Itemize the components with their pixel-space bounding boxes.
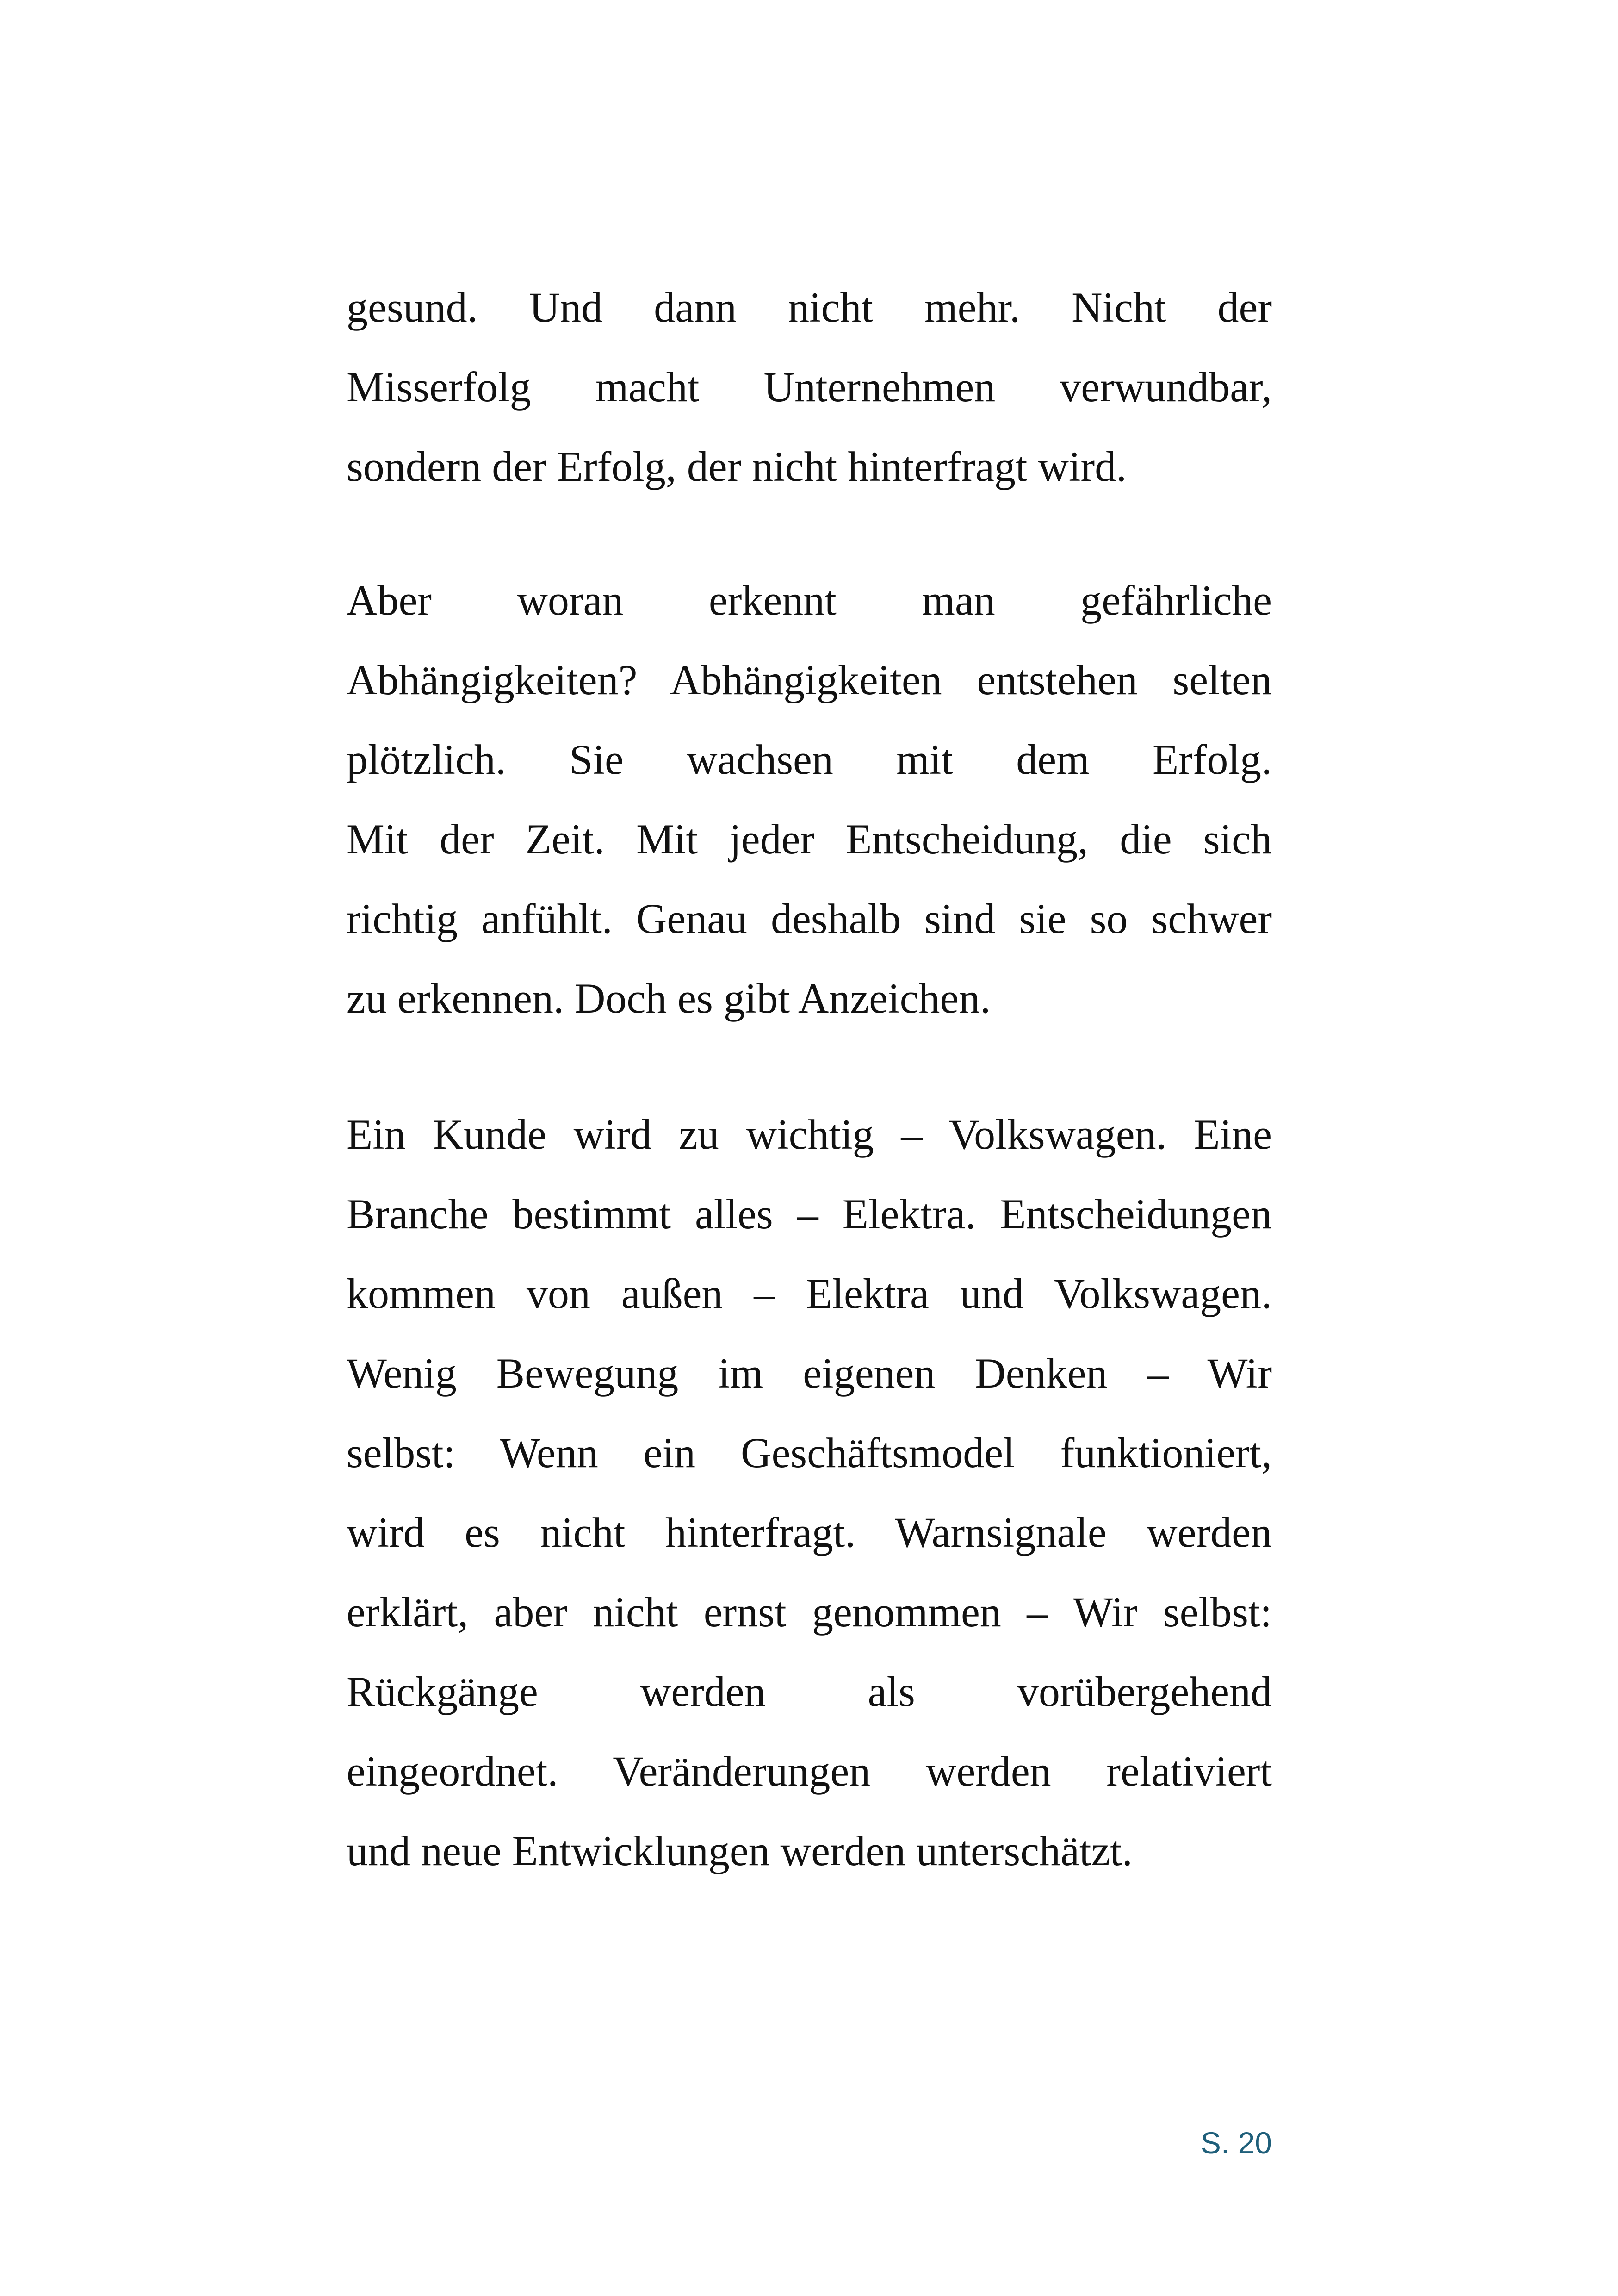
text-line: kommen von außen – Elektra und Volkswagen. <box>347 1270 1272 1317</box>
text-line: selbst: Wenn ein Geschäftsmodel funktioniert, <box>347 1429 1272 1476</box>
text-line: Wenig Bewegung im eigenen Denken – Wir <box>347 1350 1272 1397</box>
text-line: Aber woran erkennt man gefährliche <box>347 577 1272 624</box>
text-line: Ein Kunde wird zu wichtig – Volkswagen. Eine <box>347 1111 1272 1158</box>
text-line: wird es nicht hinterfragt. Warnsignale werden <box>347 1509 1272 1556</box>
text-line: Rückgänge werden als vorübergehend <box>347 1668 1272 1715</box>
text-line: richtig anfühlt. Genau deshalb sind sie so schwer <box>347 895 1272 942</box>
text-line: Abhängigkeiten? Abhängigkeiten entstehen selten <box>347 656 1272 703</box>
text-line: plötzlich. Sie wachsen mit dem Erfolg. <box>347 736 1272 783</box>
text-line: erklärt, aber nicht ernst genommen – Wir selbst: <box>347 1588 1272 1636</box>
text-line: Misserfolg macht Unternehmen verwundbar, <box>347 363 1272 411</box>
text-line: gesund. Und dann nicht mehr. Nicht der <box>347 284 1272 331</box>
paragraph <box>347 560 1272 1038</box>
text-line: zu erkennen. Doch es gibt Anzeichen. <box>347 975 991 1022</box>
text-line: Branche bestimmt alles – Elektra. Entscheidungen <box>347 1190 1272 1238</box>
paragraph <box>347 1095 1272 1891</box>
paragraph <box>347 268 1272 506</box>
text-line: Mit der Zeit. Mit jeder Entscheidung, die sich <box>347 815 1272 863</box>
text-line: und neue Entwicklungen werden unterschätzt. <box>347 1827 1133 1874</box>
text-line: sondern der Erfolg, der nicht hinterfragt wird. <box>347 443 1127 490</box>
text-line: eingeordnet. Veränderungen werden relativiert <box>347 1748 1272 1795</box>
page-number: S. 20 <box>1200 2126 1272 2160</box>
